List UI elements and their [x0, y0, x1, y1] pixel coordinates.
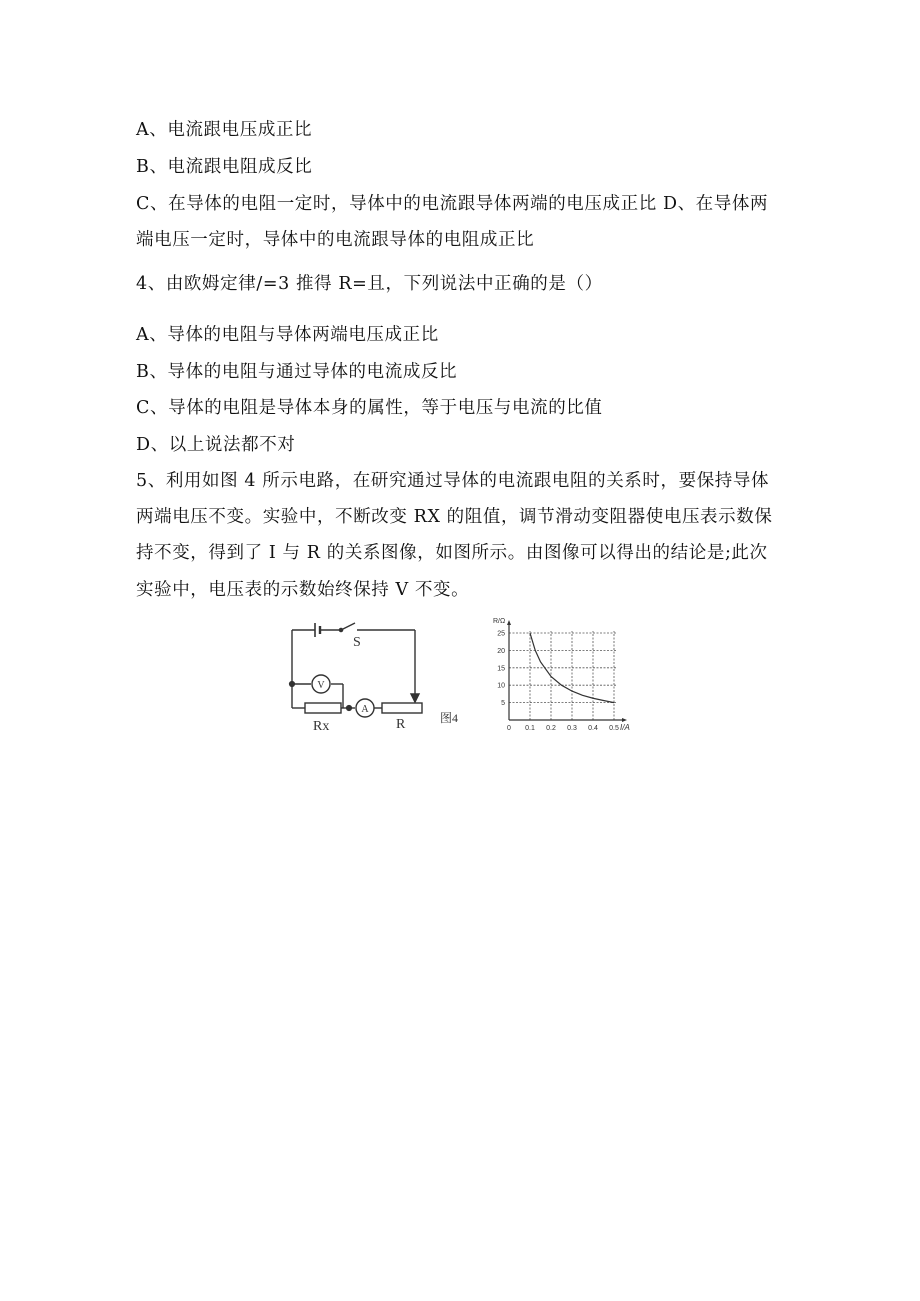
text-line-5: 4、由欧姆定律/=3 推得 R=且，下列说法中正确的是（）	[136, 274, 603, 294]
text-line-4: 端电压一定时，导体中的电流跟导体的电阻成正比	[136, 230, 535, 250]
figure-caption: 图4	[440, 711, 459, 725]
switch-pivot	[339, 628, 342, 631]
rx-resistor	[305, 703, 341, 713]
y-tick-label-0: 5	[501, 700, 505, 708]
rheostat-arrow	[411, 694, 419, 702]
x-tick-label-5: 0.5	[609, 725, 619, 732]
text-line-12: 持不变，得到了 I 与 R 的关系图像，如图所示。由图像可以得出的结论是;此次	[136, 543, 768, 563]
x-tick-label-3: 0.3	[567, 725, 577, 732]
resistance-current-chart	[493, 618, 630, 732]
text-line-9: D、以上说法都不对	[136, 435, 296, 455]
x-tick-label-0: 0	[507, 725, 511, 732]
rheostat	[382, 703, 422, 713]
x-axis-arrow	[622, 718, 627, 722]
text-line-10: 5、利用如图 4 所示电路，在研究通过导体的电流跟电阻的关系时，要保持导体	[136, 471, 770, 491]
ammeter-label: A	[361, 704, 369, 715]
voltmeter-label: V	[317, 680, 325, 691]
chart-axes	[507, 620, 627, 722]
x-tick-label-4: 0.4	[588, 725, 598, 732]
text-line-6: A、导体的电阻与导体两端电压成正比	[136, 325, 439, 345]
switch-label: S	[353, 635, 361, 650]
y-tick-label-4: 25	[497, 630, 505, 638]
switch-blade	[341, 623, 355, 630]
x-tick-label-2: 0.2	[546, 725, 556, 732]
text-line-13: 实验中，电压表的示数始终保持 V 不变。	[136, 580, 470, 600]
y-axis-arrow	[507, 620, 511, 625]
text-line-7: B、导体的电阻与通过导体的电流成反比	[136, 362, 458, 382]
x-tick-label-1: 0.1	[525, 725, 535, 732]
text-line-1: A、电流跟电压成正比	[136, 120, 313, 140]
y-tick-label-3: 20	[497, 647, 505, 655]
chart-ylabel: R/Ω	[493, 618, 506, 625]
figure-4	[285, 618, 645, 742]
chart-ticks	[497, 631, 619, 733]
y-tick-label-2: 15	[497, 665, 505, 673]
text-line-8: C、导体的电阻是导体本身的属性，等于电压与电流的比值	[136, 398, 603, 418]
y-tick-label-1: 10	[497, 682, 505, 690]
rx-label: Rx	[313, 719, 330, 734]
text-line-3: C、在导体的电阻一定时，导体中的电流跟导体两端的电压成正比 D、在导体两	[136, 194, 769, 214]
chart-grid	[509, 631, 616, 720]
figure-svg	[285, 618, 645, 738]
text-line-11: 两端电压不变。实验中，不断改变 RX 的阻值，调节滑动变阻器使电压表示数保	[136, 507, 773, 527]
rheostat-label: R	[396, 717, 406, 732]
chart-xlabel: I/A	[620, 723, 630, 732]
text-line-2: B、电流跟电阻成反比	[136, 157, 313, 177]
